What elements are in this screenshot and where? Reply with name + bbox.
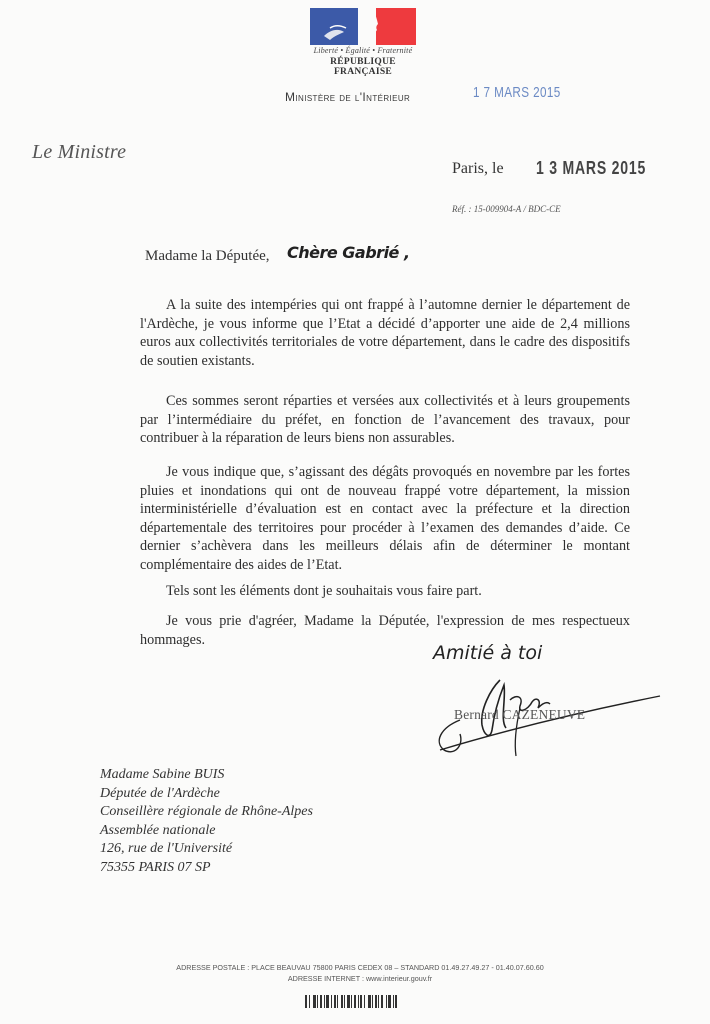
handwritten-closing: Amitié à toi	[433, 642, 543, 664]
recipient-address	[100, 766, 313, 877]
ministry-name: Ministère de l'Intérieur	[285, 90, 411, 104]
body-paragraph-2	[140, 392, 630, 448]
marianne-logo	[310, 8, 416, 46]
paragraph-text: A la suite des intempéries qui ont frappé à l’automne dernier le département de l'Ardèche, je vous informe que l’Etat a décidé d’apporter une aide de 2,4 millions euros aux collectivités territoriales de votre département, dans le cadre des dispositifs de soutien existants.	[140, 297, 630, 369]
address-line: Députée de l'Ardèche	[100, 785, 220, 801]
footer-postal-address: ADRESSE POSTALE : PLACE BEAUVAU 75800 PARIS CEDEX 08 – STANDARD 01.49.27.49.27 - 01.40.07.60.60	[176, 963, 544, 972]
marianne-profile-icon	[310, 8, 416, 46]
address-line: Conseillère régionale de Rhône-Alpes	[100, 804, 313, 819]
salutation: Madame la Députée,	[145, 248, 270, 264]
address-line: 126, rue de l'Université	[100, 841, 233, 856]
dateline-place: Paris, le	[452, 160, 504, 177]
paragraph-text: Je vous indique que, s’agissant des dégâts provoqués en novembre par les fortes pluies et inondations qui ont de nouveau frappé votre département, la mission interministérielle d’évaluation est en contact avec la préfecture et la direction départementale des territoires pour procéder à l’examen des demandes d’aide. Ce dernier s’achèvera dans les meilleurs délais afin de déterminer le montant complémentaire des aides de l’Etat.	[140, 464, 630, 573]
footer-internet-address: ADRESSE INTERNET : www.interieur.gouv.fr	[287, 974, 433, 983]
paragraph-text: Ces sommes seront réparties et versées aux collectivités et à leurs groupements par l’intermédiaire du préfet, en fonction de l’avancement des travaux, pour contribuer à la réparation de leurs biens non assurables.	[140, 393, 630, 447]
sender-title: Le Ministre	[32, 141, 127, 163]
reference-number: Réf. : 15-009904-A / BDC-CE	[452, 204, 561, 214]
barcode-icon	[305, 995, 420, 1008]
body-paragraph-1	[140, 296, 630, 370]
republique-francaise-label: RÉPUBLIQUE FRANÇAISE	[330, 57, 396, 77]
republic-motto: Liberté • Égalité • Fraternité	[313, 46, 413, 55]
body-paragraph-5	[140, 612, 630, 649]
body-paragraph-4	[140, 582, 630, 601]
body-paragraph-3	[140, 463, 630, 575]
paragraph-text: Je vous prie d'agréer, Madame la Députée, l'expression de mes respectueux hommages.	[140, 613, 630, 648]
address-line: Madame Sabine BUIS	[100, 767, 225, 782]
paragraph-text: Tels sont les éléments dont je souhaitais vous faire part.	[166, 583, 482, 599]
address-line: Assemblée nationale	[100, 822, 216, 838]
signer-name: Bernard CAZENEUVE	[454, 707, 586, 722]
handwritten-salutation: Chère Gabrié ,	[287, 243, 410, 262]
letter-date-stamp: 1 3 MARS 2015	[536, 158, 647, 178]
address-line: 75355 PARIS 07 SP	[100, 859, 211, 875]
received-date-stamp: 1 7 MARS 2015	[473, 84, 561, 101]
